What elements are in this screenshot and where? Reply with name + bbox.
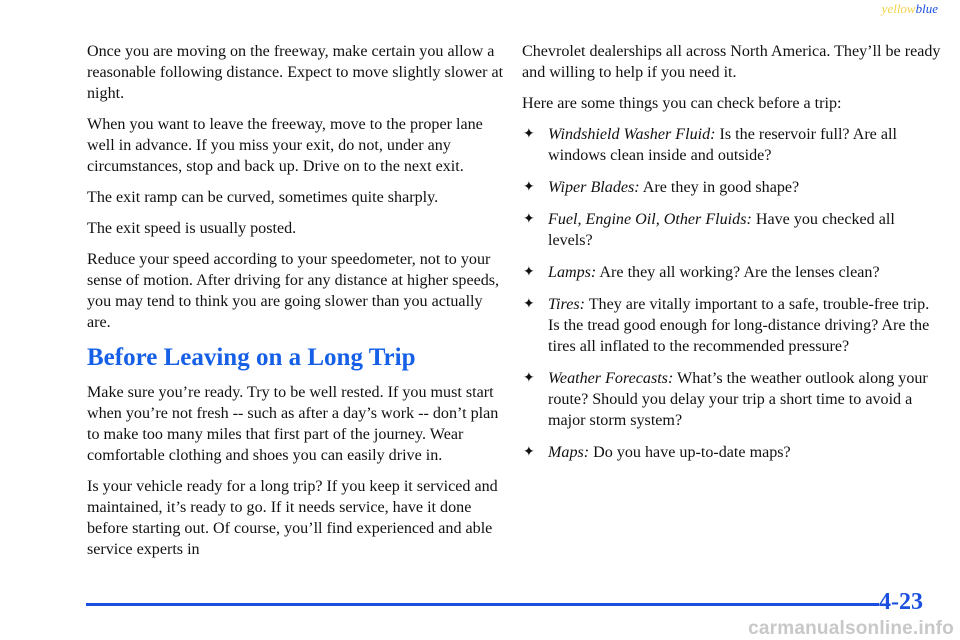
paragraph: Reduce your speed according to your speedometer, not to your sense of motion. After driving for any distance at higher speeds, you may tend to think you are going slower than you actually are. [87, 251, 500, 331]
diamond-bullet-icon: ✦ [523, 297, 535, 312]
paragraph: Here are some things you can check before a trip: [522, 95, 842, 112]
diamond-bullet-icon: ✦ [523, 265, 535, 280]
checklist-item-text: Have you checked all levels? [548, 211, 895, 249]
checklist-item [522, 124, 942, 166]
checklist-item [522, 177, 942, 198]
checklist-item [522, 209, 942, 251]
checklist-item-label: Windshield Washer Fluid: [548, 126, 716, 143]
checklist-item [522, 262, 942, 283]
checklist-item-label: Wiper Blades: [548, 179, 640, 196]
trip-checklist [522, 124, 942, 463]
checklist-item-text: What’s the weather outlook along your route? Should you delay your trip a short time to avoid a major storm system? [548, 370, 928, 429]
diamond-bullet-icon: ✦ [523, 445, 535, 460]
checklist-item [522, 368, 942, 431]
checklist-item-label: Fuel, Engine Oil, Other Fluids: [548, 211, 752, 228]
running-head-blue: blue [915, 1, 938, 16]
checklist-item-label: Tires: [548, 296, 585, 313]
paragraph: Chevrolet dealerships all across North America. They’ll be ready and willing to help if you need it. [522, 43, 941, 81]
running-head [882, 1, 938, 17]
running-head-yellow: yellow [881, 1, 916, 16]
checklist-item [522, 442, 942, 463]
checklist-item-label: Maps: [548, 444, 590, 461]
paragraph: The exit ramp can be curved, sometimes quite sharply. [87, 189, 439, 206]
checklist-item [522, 294, 942, 357]
paragraph: The exit speed is usually posted. [87, 220, 297, 237]
section-heading: Before Leaving on a Long Trip [87, 344, 416, 371]
right-column [522, 41, 942, 474]
watermark: carmanualsonline.info [748, 618, 954, 639]
left-column [87, 41, 507, 570]
diamond-bullet-icon: ✦ [523, 180, 535, 195]
footer-rule [86, 603, 879, 606]
checklist-item-label: Lamps: [548, 264, 597, 281]
checklist-item-text: They are vitally important to a safe, trouble-free trip. Is the tread good enough for long-distance driving? Are the tires all inflated to the recommended pressure? [548, 296, 930, 355]
paragraph: When you want to leave the freeway, move to the proper lane well in advance. If you miss your exit, do not, under any circumstances, stop and back up. Drive on to the next exit. [87, 116, 483, 175]
paragraph: Once you are moving on the freeway, make certain you allow a reasonable following distance. Expect to move slightly slower at night. [87, 43, 504, 102]
checklist-item-text: Are they in good shape? [639, 179, 800, 196]
checklist-item-text: Do you have up-to-date maps? [589, 444, 791, 461]
diamond-bullet-icon: ✦ [523, 127, 535, 142]
paragraph: Is your vehicle ready for a long trip? If you keep it serviced and maintained, it’s ready to go. If it needs service, have it done before starting out. Of course, you’ll find experienced and able service experts in [87, 478, 498, 558]
checklist-item-label: Weather Forecasts: [548, 370, 674, 387]
paragraph: Make sure you’re ready. Try to be well rested. If you must start when you’re not fresh -- such as after a day’s work -- don’t plan to make too many miles that first part of the journey. Wear comfortable clothing and shoes you can easily drive in. [87, 384, 499, 464]
page-number: 4-23 [879, 589, 923, 615]
checklist-item-text: Are they all working? Are the lenses clean? [596, 264, 880, 281]
diamond-bullet-icon: ✦ [523, 371, 535, 386]
diamond-bullet-icon: ✦ [523, 212, 535, 227]
checklist-item-text: Is the reservoir full? Are all windows clean inside and outside? [548, 126, 897, 164]
